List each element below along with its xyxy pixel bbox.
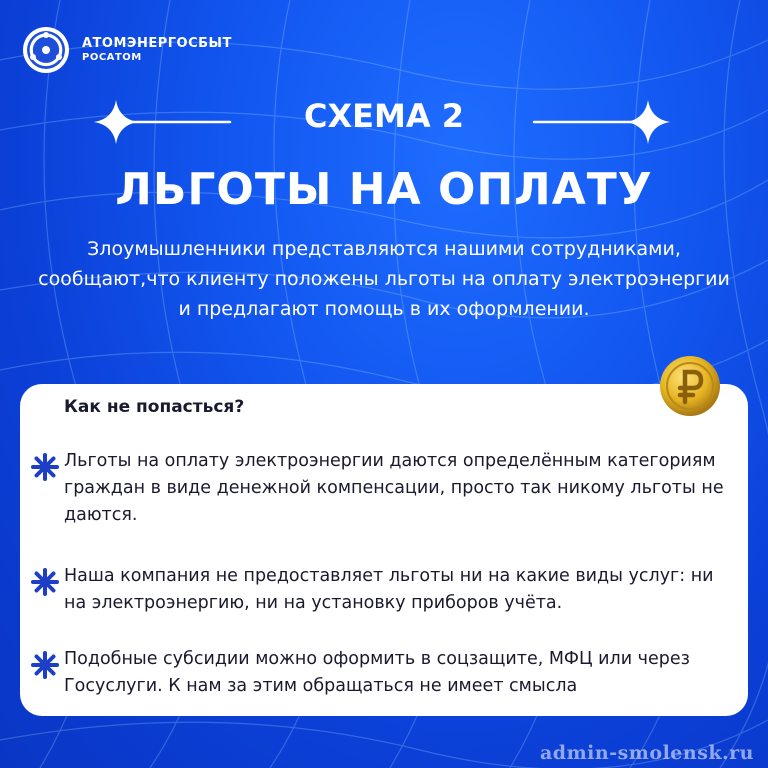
asterisk-bullet-icon — [30, 567, 60, 597]
tip-text: Льготы на оплату электроэнергии даются определённым категориям граждан в виде денежной компенсации, просто так никому льготы не даются. — [64, 451, 724, 525]
watermark: admin-smolensk.ru — [539, 742, 754, 764]
scheme-number: СХЕМА 2 — [303, 97, 465, 135]
brand-logo — [22, 26, 232, 74]
asterisk-bullet-icon — [30, 452, 60, 482]
tips-card — [20, 384, 748, 716]
tip-text: Наша компания не предоставляет льготы ни на какие виды услуг: ни на электроэнергию, ни на установку приборов учёта. — [64, 566, 714, 613]
tips-heading: Как не попасться? — [64, 397, 245, 417]
company-name: АТОМЭНЕРГОСБЫТ — [82, 35, 232, 51]
parent-company-name: РОСАТОМ — [82, 51, 142, 63]
tip-text: Подобные субсидии можно оформить в соцзащите, МФЦ или через Госуслуги. К нам за этим обращаться не имеет смысла — [64, 649, 690, 696]
sparkle-right-icon — [532, 96, 672, 148]
ruble-coin-icon — [658, 354, 722, 418]
asterisk-bullet-icon — [30, 650, 60, 680]
tip-item — [30, 448, 724, 529]
rosatom-atom-icon — [22, 26, 70, 74]
intro-text: Злоумышленники представляются нашими сотрудниками, сообщают,что клиенту положены льготы на оплату электроэнергии и предлагают помощь в их оформлении. — [38, 238, 730, 320]
tip-item — [30, 563, 724, 617]
tip-item — [30, 646, 724, 700]
page-title: ЛЬГОТЫ НА ОПЛАТУ — [115, 164, 653, 215]
